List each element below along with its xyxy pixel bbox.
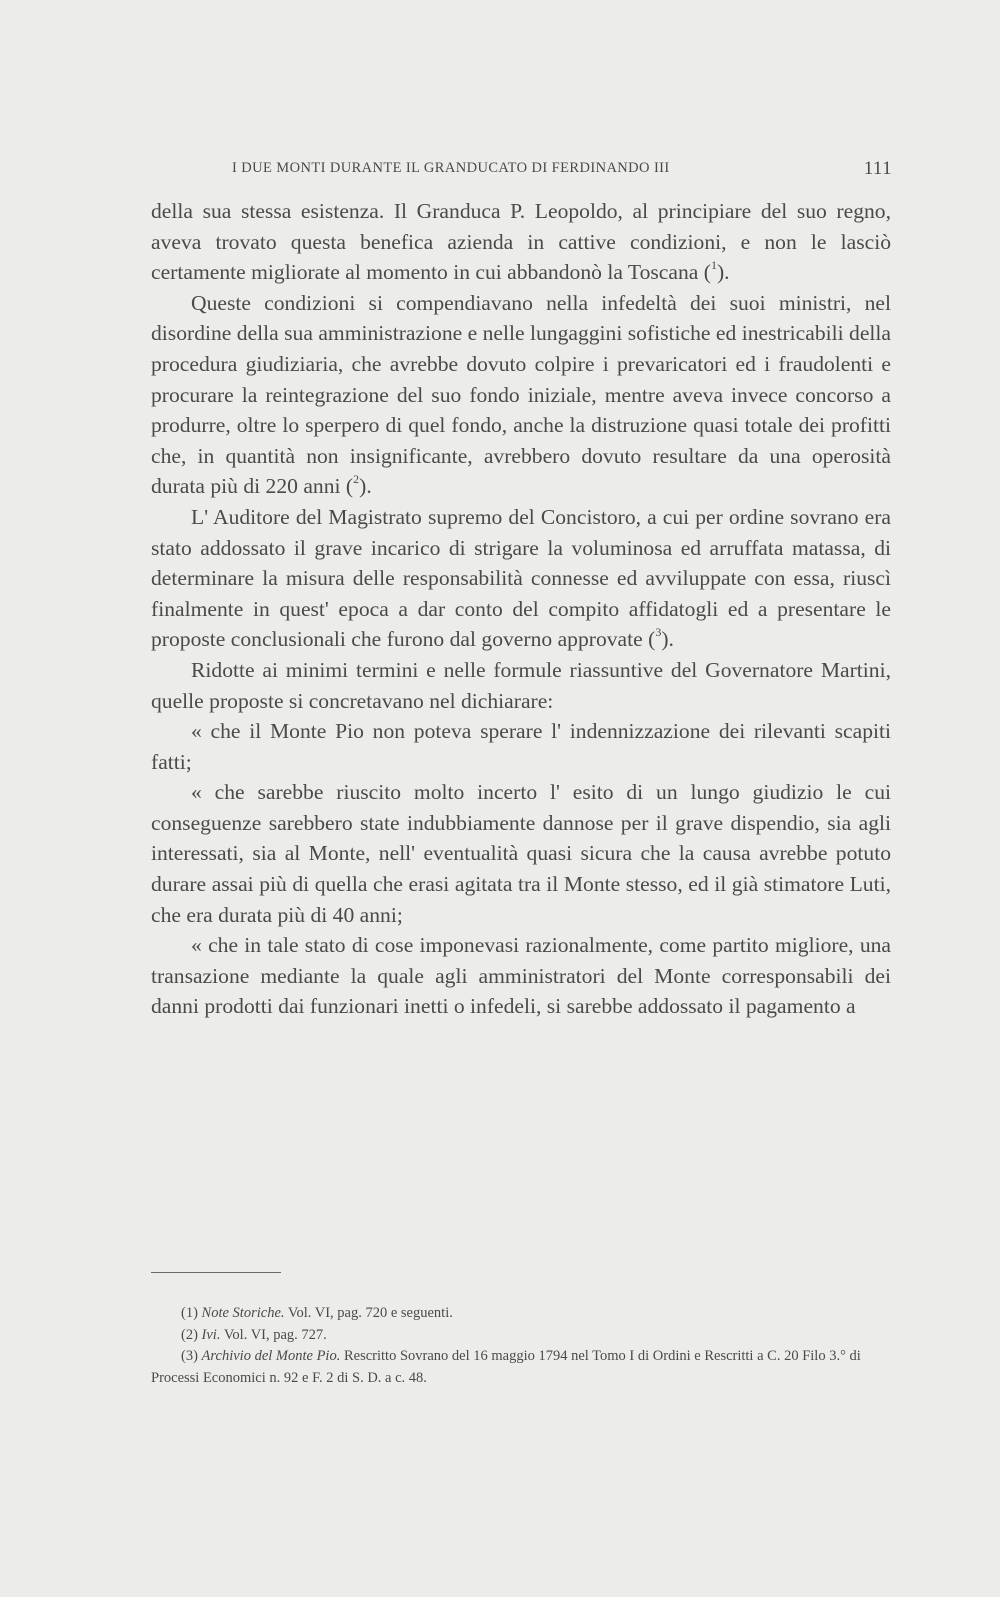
running-title: I DUE MONTI DURANTE IL GRANDUCATO DI FERDINANDO III: [232, 160, 670, 176]
footnote-ref: 1: [710, 258, 717, 273]
footnote: (2) Ivi. Vol. VI, pag. 727.: [181, 1326, 327, 1343]
footnote-ref: 3: [655, 625, 662, 640]
quoted-clause: « che il Monte Pio non poteva sperare l' indennizzazione dei rilevanti scapiti fatti;: [151, 719, 891, 774]
paragraph: L' Auditore del Magistrato supremo del Concistoro, a cui per ordine sovrano era stato addossato il grave incarico di strigare la voluminosa ed arruffata matassa, di determinare la misura delle responsabilità connesse ed avviluppate con essa, riuscì finalmente in quest' epoca a dar conto del compito affidatogli ed a presentare le proposte conclusionali che furono dal governo approvate ($^3$).: [151, 504, 891, 652]
footnotes: [151, 1303, 891, 1389]
paragraph: Queste condizioni si compendiavano nella infedeltà dei suoi ministri, nel disordine della sua amministrazione e nelle lungaggini sofistiche ed inestricabili della procedura giudiziaria, che avrebbe dovuto colpire i prevaricatori ed i fraudolenti e procurare la reintegrazione del suo fondo iniziale, mentre aveva invece concorso a produrre, oltre lo sperpero di quel fondo, anche la distruzione quasi totale dei profitti che, in quantità non insignificante, avrebbero dovuto resultare da una operosità durata più di 220 anni ($^2$).: [151, 290, 891, 499]
footnote-ref: 2: [353, 472, 360, 487]
quoted-clause: « che in tale stato di cose imponevasi razionalmente, come partito migliore, una transazione mediante la quale agli amministratori del Monte corresponsabili dei danni prodotti dai funzionari inetti o infedeli, si sarebbe addossato il pagamento a: [151, 933, 891, 1019]
paragraph: Ridotte ai minimi termini e nelle formule riassuntive del Governatore Martini, quelle proposte si concretavano nel dichiarare:: [151, 657, 891, 713]
footnote: (3) Archivio del Monte Pio. Rescritto Sovrano del 16 maggio 1794 nel Tomo I di Ordini e Rescritti a C. 20 Filo 3.° di Processi Economici n. 92 e F. 2 di S. D. a c. 48.: [151, 1348, 861, 1386]
running-header: [232, 160, 892, 177]
footnote: (1) Note Storiche. Vol. VI, pag. 720 e seguenti.: [181, 1305, 453, 1321]
main-text: [151, 196, 891, 1022]
quoted-clause: « che sarebbe riuscito molto incerto l' esito di un lungo giudizio le cui conseguenze sarebbero state indubbiamente dannose per il grave dispendio, sia agli interessati, sia al Monte, nell' eventualità quasi sicura che la causa avrebbe potuto durare assai più di quella che erasi agitata tra il Monte stesso, ed il già stimatore Luti, che era durata più di 40 anni;: [151, 780, 891, 927]
footnote-divider: [151, 1272, 281, 1273]
paragraph: della sua stessa esistenza. Il Granduca P. Leopoldo, al principiare del suo regno, aveva trovato questa benefica azienda in cattive condizioni, e non le lasciò certamente migliorate al momento in cui abbandonò la Toscana ($^1$).: [151, 199, 891, 285]
page-number: 111: [863, 158, 892, 179]
